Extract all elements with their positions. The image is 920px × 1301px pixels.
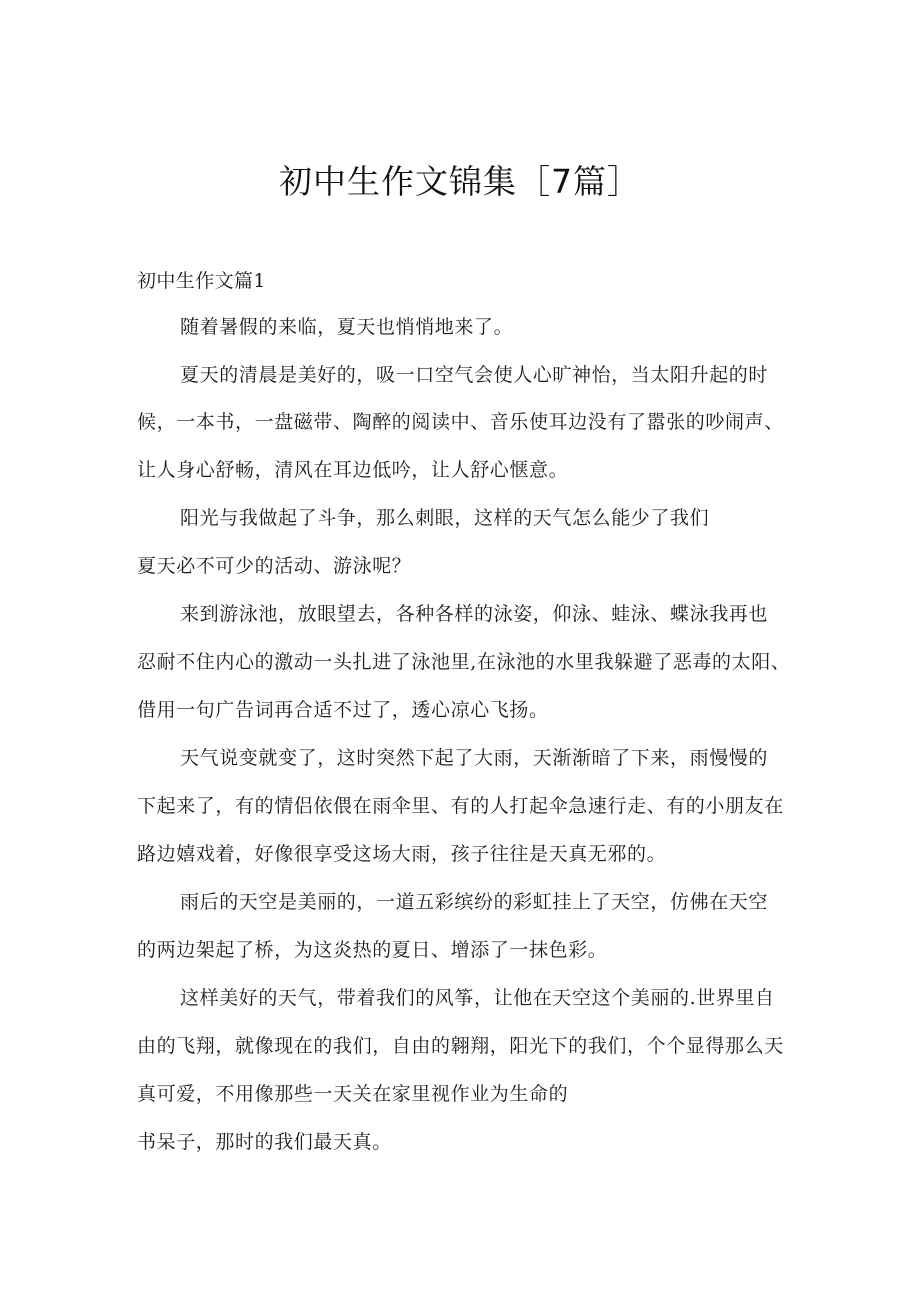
- paragraph-line: 阳光与我做起了斗争，那么刺眼，这样的天气怎么能少了我们: [180, 507, 710, 529]
- paragraph-line: 借用一句广告词再合适不过了，透心凉心飞扬。: [137, 699, 549, 721]
- paragraph-line: 随着暑假的来临，夏天也悄悄地来了。: [180, 316, 514, 338]
- paragraph-line: 天气说变就变了，这时突然下起了大雨，天渐渐暗了下来，雨慢慢的: [180, 747, 769, 769]
- paragraph-line: 路边嬉戏着，好像很享受这场大雨，孩子往往是天真无邪的。: [137, 843, 667, 865]
- paragraph-line: 书呆子，那时的我们最天真。: [137, 1131, 392, 1153]
- paragraph-line: 让人身心舒畅，清风在耳边低吟，让人舒心惬意。: [137, 459, 569, 481]
- document-title: 初中生作文锦集［7篇］: [279, 162, 641, 201]
- paragraph-line: 下起来了，有的情侣依偎在雨伞里、有的人打起伞急速行走、有的小朋友在: [137, 795, 784, 817]
- paragraph-line: 由的飞翔，就像现在的我们，自由的翱翔，阳光下的我们，个个显得那么天: [137, 1035, 784, 1057]
- paragraph-line: 夏天必不可少的活动、游泳呢？: [137, 555, 412, 577]
- paragraph-line: 忍耐不住内心的激动一头扎进了泳池里,在泳池的水里我躲避了恶毒的太阳、: [137, 651, 791, 673]
- paragraph-line: 真可爱，不用像那些一天关在家里视作业为生命的: [137, 1083, 569, 1105]
- paragraph-line: 的两边架起了桥，为这炎热的夏日、增添了一抹色彩。: [137, 939, 608, 961]
- section-heading: 初中生作文篇1: [137, 270, 266, 292]
- paragraph-line: 雨后的天空是美丽的，一道五彩缤纷的彩虹挂上了天空，仿佛在天空: [180, 891, 769, 913]
- paragraph-line: 来到游泳池，放眼望去，各种各样的泳姿，仰泳、蛙泳、蝶泳我再也: [180, 603, 769, 625]
- paragraph-line: 夏天的清晨是美好的，吸一口空气会使人心旷神怡，当太阳升起的时: [180, 364, 769, 386]
- paragraph-line: 候，一本书，一盘磁带、陶醉的阅读中、音乐使耳边没有了嚣张的吵闹声、: [137, 411, 784, 433]
- paragraph-line: 这样美好的天气，带着我们的风筝，让他在天空这个美丽的.世界里自: [180, 987, 775, 1009]
